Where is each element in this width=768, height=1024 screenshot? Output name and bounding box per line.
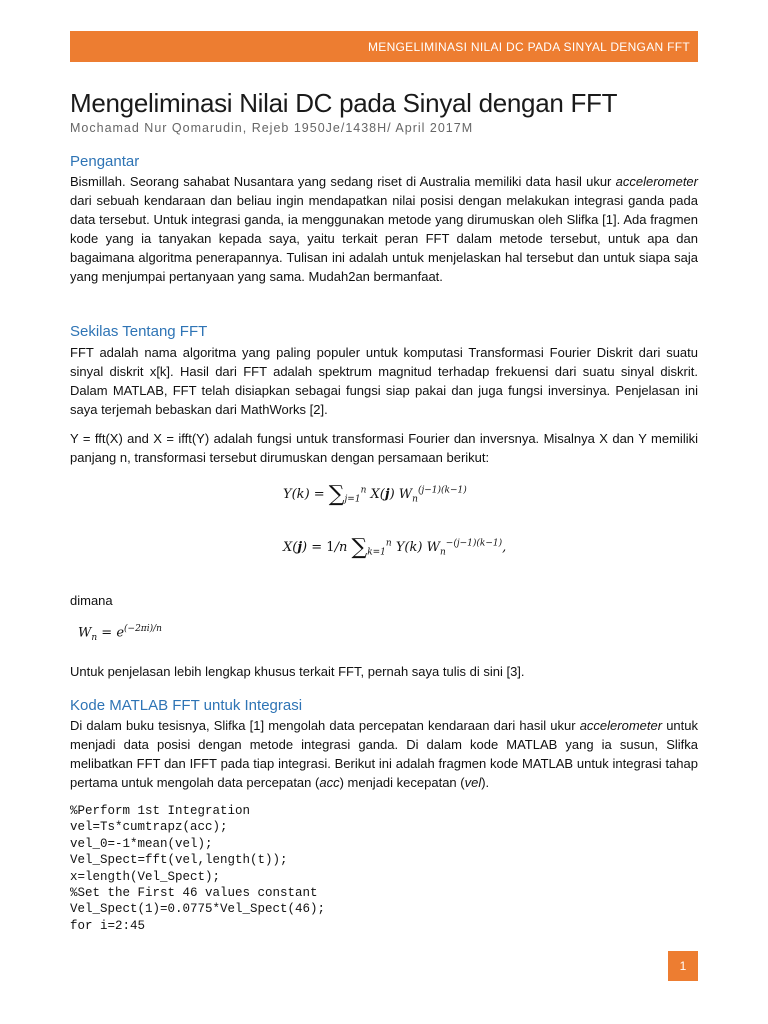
paragraph-fft-2 (70, 429, 698, 467)
section-heading-kode: Kode MATLAB FFT untuk Integrasi (70, 697, 303, 714)
code-line: x=length(Vel_Spect); (70, 869, 221, 884)
running-header (70, 31, 698, 62)
paragraph-text: Bismillah. Seorang sahabat Nusantara yang sedang riset di Australia memiliki data hasil ukur accelerometer dari sebuah kendaraan dan beliau ingin mendapatkan nilai posisi dengan melakukan integrasi ganda pada data tersebut. Untuk integrasi ganda, ia menggunakan metode yang dirumuskan oleh Slifka [1]. Ada fragmen kode yang ia tanyakan kepada saya, yaitu terkait peran FFT dalam metode tersebut, untuk apa dan bagaimana algoritma penerapannya. Tulisan ini adalah untuk menjelaskan hal tersebut dan untuk siapa saja yang menjumpai pertanyaan yang sama. Mudah2an bermanfaat. (70, 174, 698, 284)
author-line: Mochamad Nur Qomarudin, Rejeb 1950Je/1438H/ April 2017M (70, 121, 474, 135)
paragraph-text: Y = fft(X) and X = ifft(Y) adalah fungsi untuk transformasi Fourier dan inversnya. Misalnya X dan Y memiliki panjang n, transformasi tersebut dirumuskan dengan persamaan berikut: (70, 431, 698, 465)
code-line: %Perform 1st Integration (70, 804, 251, 818)
page-number (668, 951, 698, 981)
code-line: vel=Ts*cumtrapz(acc); (70, 820, 228, 835)
running-header-text: MENGELIMINASI NILAI DC PADA SINYAL DENGAN FFT (367, 39, 690, 54)
section-heading-pengantar: Pengantar (70, 153, 140, 170)
paragraph-fft-1 (70, 343, 698, 419)
equation-fft: $Y(k) = \sum_{j=1}^n$ X(j) $W_n^{(j-1)(k-1)}$ (283, 482, 467, 507)
code-line: vel_0=-1*mean(vel); (70, 836, 213, 851)
paragraph-kode (70, 716, 698, 792)
document-title: Mengeliminasi Nilai DC pada Sinyal dengan FFT (70, 88, 618, 118)
paragraph-pengantar (70, 172, 698, 286)
code-line: %Set the First 46 values constant (70, 886, 318, 901)
equation-ifft: X(j) = 1/n $\sum_{k=1}^n$ Y(k) $W_n^{-(j-1)(k-1)}$, (283, 535, 507, 560)
equation-wn: $W_n = e^{(-2\pi i)/n}$ (78, 624, 162, 643)
code-line: for i=2:45 (70, 918, 146, 933)
code-block (70, 803, 325, 934)
page-number-text: 1 (679, 959, 687, 973)
paragraph-text: FFT adalah nama algoritma yang paling populer untuk komputasi Transformasi Fourier Diskrit dari suatu sinyal diskrit x[k]. Hasil dari FFT adalah spektrum magnitud terhadap frekuensi dari suatu sinyal diskrit. Dalam MATLAB, FFT telah disiapkan sebagai fungsi siap pakai dan juga fungsi inversinya. Penjelasan ini saya terjemah bebaskan dari MathWorks [2]. (70, 345, 698, 417)
paragraph-text: Di dalam buku tesisnya, Slifka [1] mengolah data percepatan kendaraan dari hasil ukur accelerometer untuk menjadi data posisi dengan metode integrasi ganda. Di dalam kode MATLAB yang ia susun, Slifka melibatkan FFT dan IFFT pada tiap integrasi. Berikut ini adalah fragmen kode MATLAB untuk integrasi tahap pertama untuk mengolah data percepatan (acc) menjadi kecepatan (vel). (70, 718, 698, 790)
section-heading-fft: Sekilas Tentang FFT (70, 323, 208, 340)
paragraph-text: dimana (70, 593, 113, 608)
code-line: Vel_Spect(1)=0.0775*Vel_Spect(46); (70, 902, 326, 917)
code-line: Vel_Spect=fft(vel,length(t)); (70, 853, 288, 868)
paragraph-reference (70, 662, 698, 681)
paragraph-text: Untuk penjelasan lebih lengkap khusus terkait FFT, pernah saya tulis di sini [3]. (70, 664, 525, 679)
paragraph-dimana (70, 591, 698, 610)
